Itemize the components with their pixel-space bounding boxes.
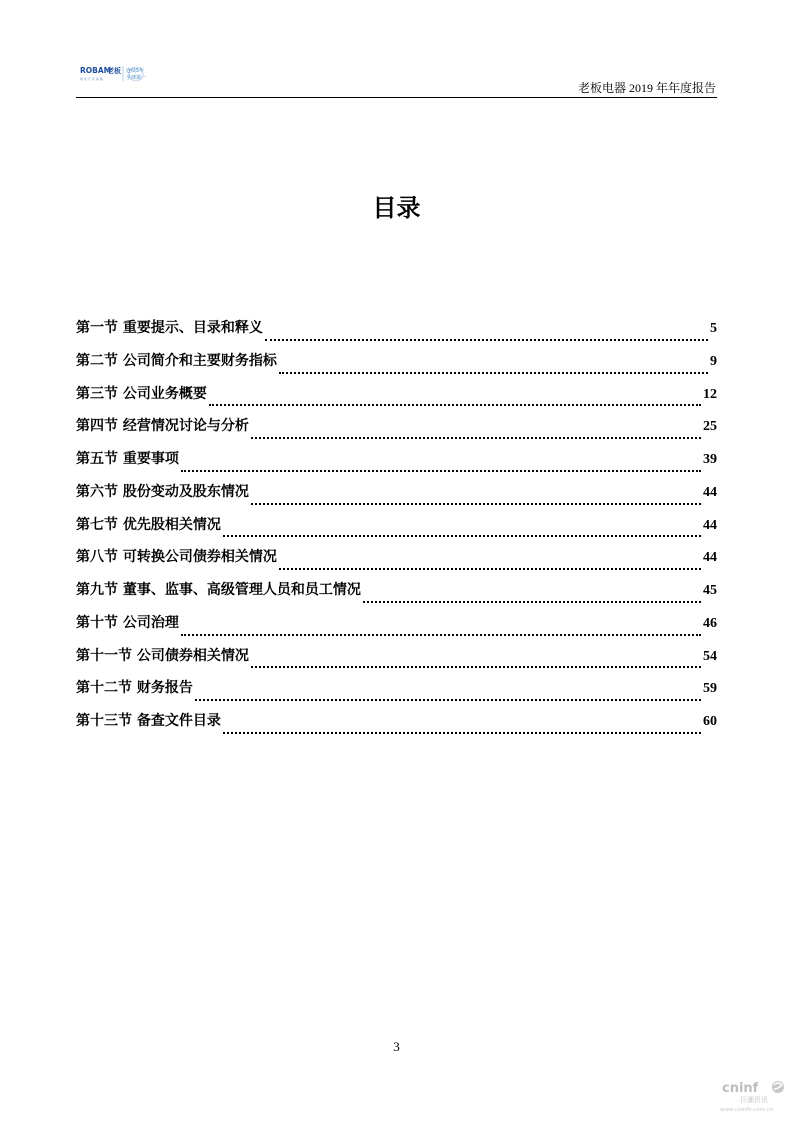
svg-text:ROBAM: ROBAM: [80, 66, 112, 75]
toc-entry-label: 第十节 公司治理: [76, 614, 179, 631]
toc-entry-label: 第一节 重要提示、目录和释义: [76, 320, 263, 336]
toc-dot-leader: [363, 600, 701, 603]
toc-entry[interactable]: [76, 710, 717, 743]
toc-dot-leader: [251, 665, 701, 668]
toc-entry[interactable]: [76, 645, 717, 678]
toc-entry-label: 第八节 可转换公司债券相关情况: [76, 549, 277, 566]
toc-entry-page: 9: [710, 353, 717, 369]
toc-entry-page: 60: [703, 714, 717, 729]
toc-entry-page: 59: [703, 681, 717, 697]
toc-dot-leader: [181, 633, 701, 636]
toc-dot-leader: [279, 371, 708, 374]
toc-entry[interactable]: [76, 317, 717, 350]
toc-entry[interactable]: [76, 677, 717, 710]
toc-entry[interactable]: [76, 546, 717, 579]
toc-entry[interactable]: [76, 481, 717, 514]
toc-entry-page: 45: [703, 583, 717, 598]
toc-entry-label: 第十三节 备查文件目录: [76, 713, 221, 729]
toc-dot-leader: [195, 698, 701, 701]
toc-entry-label: 第六节 股份变动及股东情况: [76, 483, 249, 500]
toc-entry-page: 25: [703, 419, 717, 435]
toc-entry-page: 39: [703, 452, 717, 467]
toc-dot-leader: [265, 338, 708, 341]
svg-text:厨 电 专 家 高 端: 厨 电 专 家 高 端: [80, 77, 103, 81]
cninfo-watermark: [708, 1076, 788, 1116]
table-of-contents: [76, 317, 717, 743]
toc-entry-label: 第五节 重要事项: [76, 451, 179, 467]
toc-entry-page: 46: [703, 615, 717, 631]
toc-entry-page: 44: [703, 484, 717, 500]
toc-dot-leader: [251, 502, 701, 505]
svg-text:老板: 老板: [107, 67, 121, 75]
toc-dot-leader: [223, 534, 701, 537]
svg-text:cninf: cninf: [722, 1081, 759, 1096]
toc-dot-leader: [279, 567, 701, 570]
toc-entry-label: 第九节 董事、监事、高级管理人员和员工情况: [76, 582, 361, 598]
toc-entry-label: 第十一节 公司债券相关情况: [76, 647, 249, 664]
page-number: 3: [393, 1039, 400, 1054]
report-header-title: 老板电器 2019 年年度报告: [577, 81, 716, 95]
toc-entry[interactable]: [76, 514, 717, 547]
toc-entry[interactable]: [76, 579, 717, 612]
toc-dot-leader: [223, 731, 701, 734]
toc-entry-page: 44: [703, 550, 717, 566]
toc-entry-label: 第三节 公司业务概要: [76, 385, 207, 402]
toc-entry-page: 5: [710, 321, 717, 336]
header-divider: [76, 97, 717, 98]
toc-dot-leader: [251, 436, 701, 439]
toc-dot-leader: [181, 469, 701, 472]
robam-logo: [80, 64, 170, 84]
toc-entry-label: 第十二节 财务报告: [76, 680, 193, 697]
toc-entry-page: 54: [703, 648, 717, 664]
toc-entry[interactable]: [76, 383, 717, 416]
toc-entry-label: 第二节 公司简介和主要财务指标: [76, 352, 277, 369]
toc-entry[interactable]: [76, 612, 717, 645]
toc-entry[interactable]: [76, 448, 717, 481]
svg-text:www.cninfo.com.cn: www.cninfo.com.cn: [720, 1107, 774, 1113]
toc-entry[interactable]: [76, 350, 717, 383]
svg-text:全球第一: 全球第一: [126, 75, 147, 81]
toc-entry-label: 第七节 优先股相关情况: [76, 516, 221, 533]
svg-text:巨潮资讯: 巨潮资讯: [740, 1096, 768, 1104]
toc-entry-page: 44: [703, 517, 717, 533]
toc-entry[interactable]: [76, 415, 717, 448]
toc-dot-leader: [209, 403, 701, 406]
toc-entry-label: 第四节 经营情况讨论与分析: [76, 418, 249, 435]
svg-text:连续5年: 连续5年: [126, 68, 145, 74]
toc-entry-page: 12: [703, 386, 717, 402]
toc-title: 目录: [372, 194, 421, 222]
